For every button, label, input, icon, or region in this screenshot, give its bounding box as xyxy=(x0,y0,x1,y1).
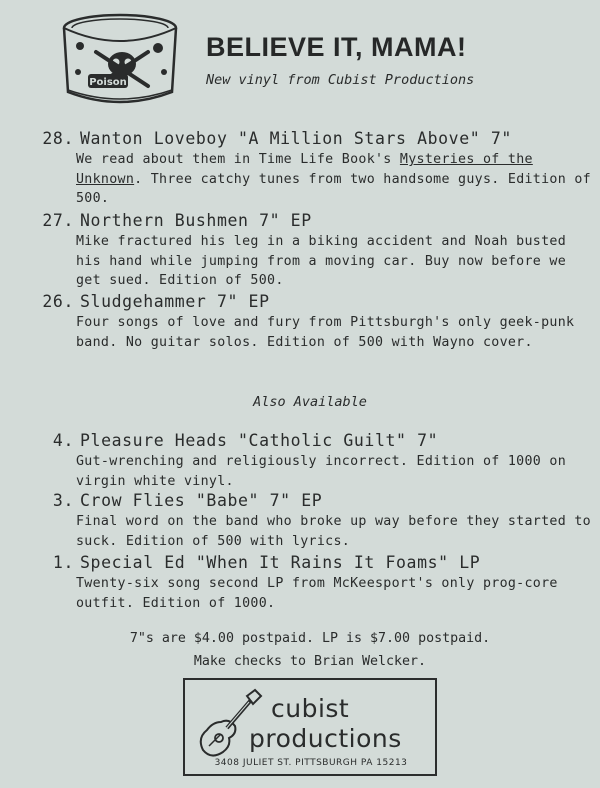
pricing-note: 7"s are $4.00 postpaid. LP is $7.00 postpaid. xyxy=(129,631,491,646)
description-text: We read about them in Time Life Book's xyxy=(76,152,400,167)
release-title: Pleasure Heads "Catholic Guilt" 7" xyxy=(80,431,439,450)
logo-address: 3408 JULIET ST. PITTSBURGH PA 15213 xyxy=(214,758,408,768)
release-entry xyxy=(26,291,586,352)
release-title-line xyxy=(26,490,586,512)
catalog-number: 26. xyxy=(42,292,74,311)
release-description xyxy=(76,150,596,209)
release-description: Final word on the band who broke up way before they started to suck. Edition of 500 with lyrics. xyxy=(76,514,591,549)
release-entry xyxy=(26,552,586,613)
catalog-number: 4. xyxy=(52,431,74,450)
description-text: . Three catchy tunes from two handsome guys. Edition of 500. xyxy=(76,171,591,206)
release-title: Crow Flies "Babe" 7" EP xyxy=(80,491,323,510)
release-entry xyxy=(26,490,591,551)
release-entry xyxy=(26,210,586,291)
release-title-line xyxy=(26,210,586,232)
release-title-line xyxy=(26,128,586,150)
release-description: Four songs of love and fury from Pittsburgh's only geek-punk band. No guitar solos. Edition of 500 with Wayno cover. xyxy=(76,315,575,350)
release-entry xyxy=(26,128,591,209)
release-description: Mike fractured his leg in a biking accident and Noah busted his hand while jumping from a moving car. Buy now before we get sued. Edition of 500. xyxy=(76,234,567,288)
release-title-line xyxy=(26,291,586,313)
release-title: Wanton Loveboy "A Million Stars Above" 7" xyxy=(80,129,512,148)
release-description: Twenty-six song second LP from McKeesport's only prog-core outfit. Edition of 1000. xyxy=(76,576,558,611)
catalog-number: 28. xyxy=(42,129,74,148)
catalog-number: 27. xyxy=(42,211,74,230)
also-available-heading: Also Available xyxy=(253,394,367,410)
catalog-number: 1. xyxy=(52,553,74,572)
release-title: Northern Bushmen 7" EP xyxy=(80,211,312,230)
release-description: Gut-wrenching and religiously incorrect. Edition of 1000 on virgin white vinyl. xyxy=(76,454,567,489)
release-entry xyxy=(26,430,586,491)
release-title: Sludgehammer 7" EP xyxy=(80,292,270,311)
logo-word-productions: productions xyxy=(249,724,402,753)
release-title-line xyxy=(26,552,586,574)
flyer-subtitle: New vinyl from Cubist Productions xyxy=(206,72,475,88)
flyer-title: BELIEVE IT, MAMA! xyxy=(206,32,467,62)
logo-word-cubist: cubist xyxy=(271,694,350,723)
cubist-productions-logo xyxy=(183,678,437,776)
catalog-number: 3. xyxy=(52,491,74,510)
payment-note: Make checks to Brian Welcker. xyxy=(193,654,427,669)
underlined-book-title: Mysteries of the Unknown xyxy=(76,152,533,187)
release-title: Special Ed "When It Rains It Foams" LP xyxy=(80,553,481,572)
poison-can-illustration xyxy=(60,12,180,108)
poison-label: Poison xyxy=(89,77,127,88)
release-title-line xyxy=(26,430,586,452)
